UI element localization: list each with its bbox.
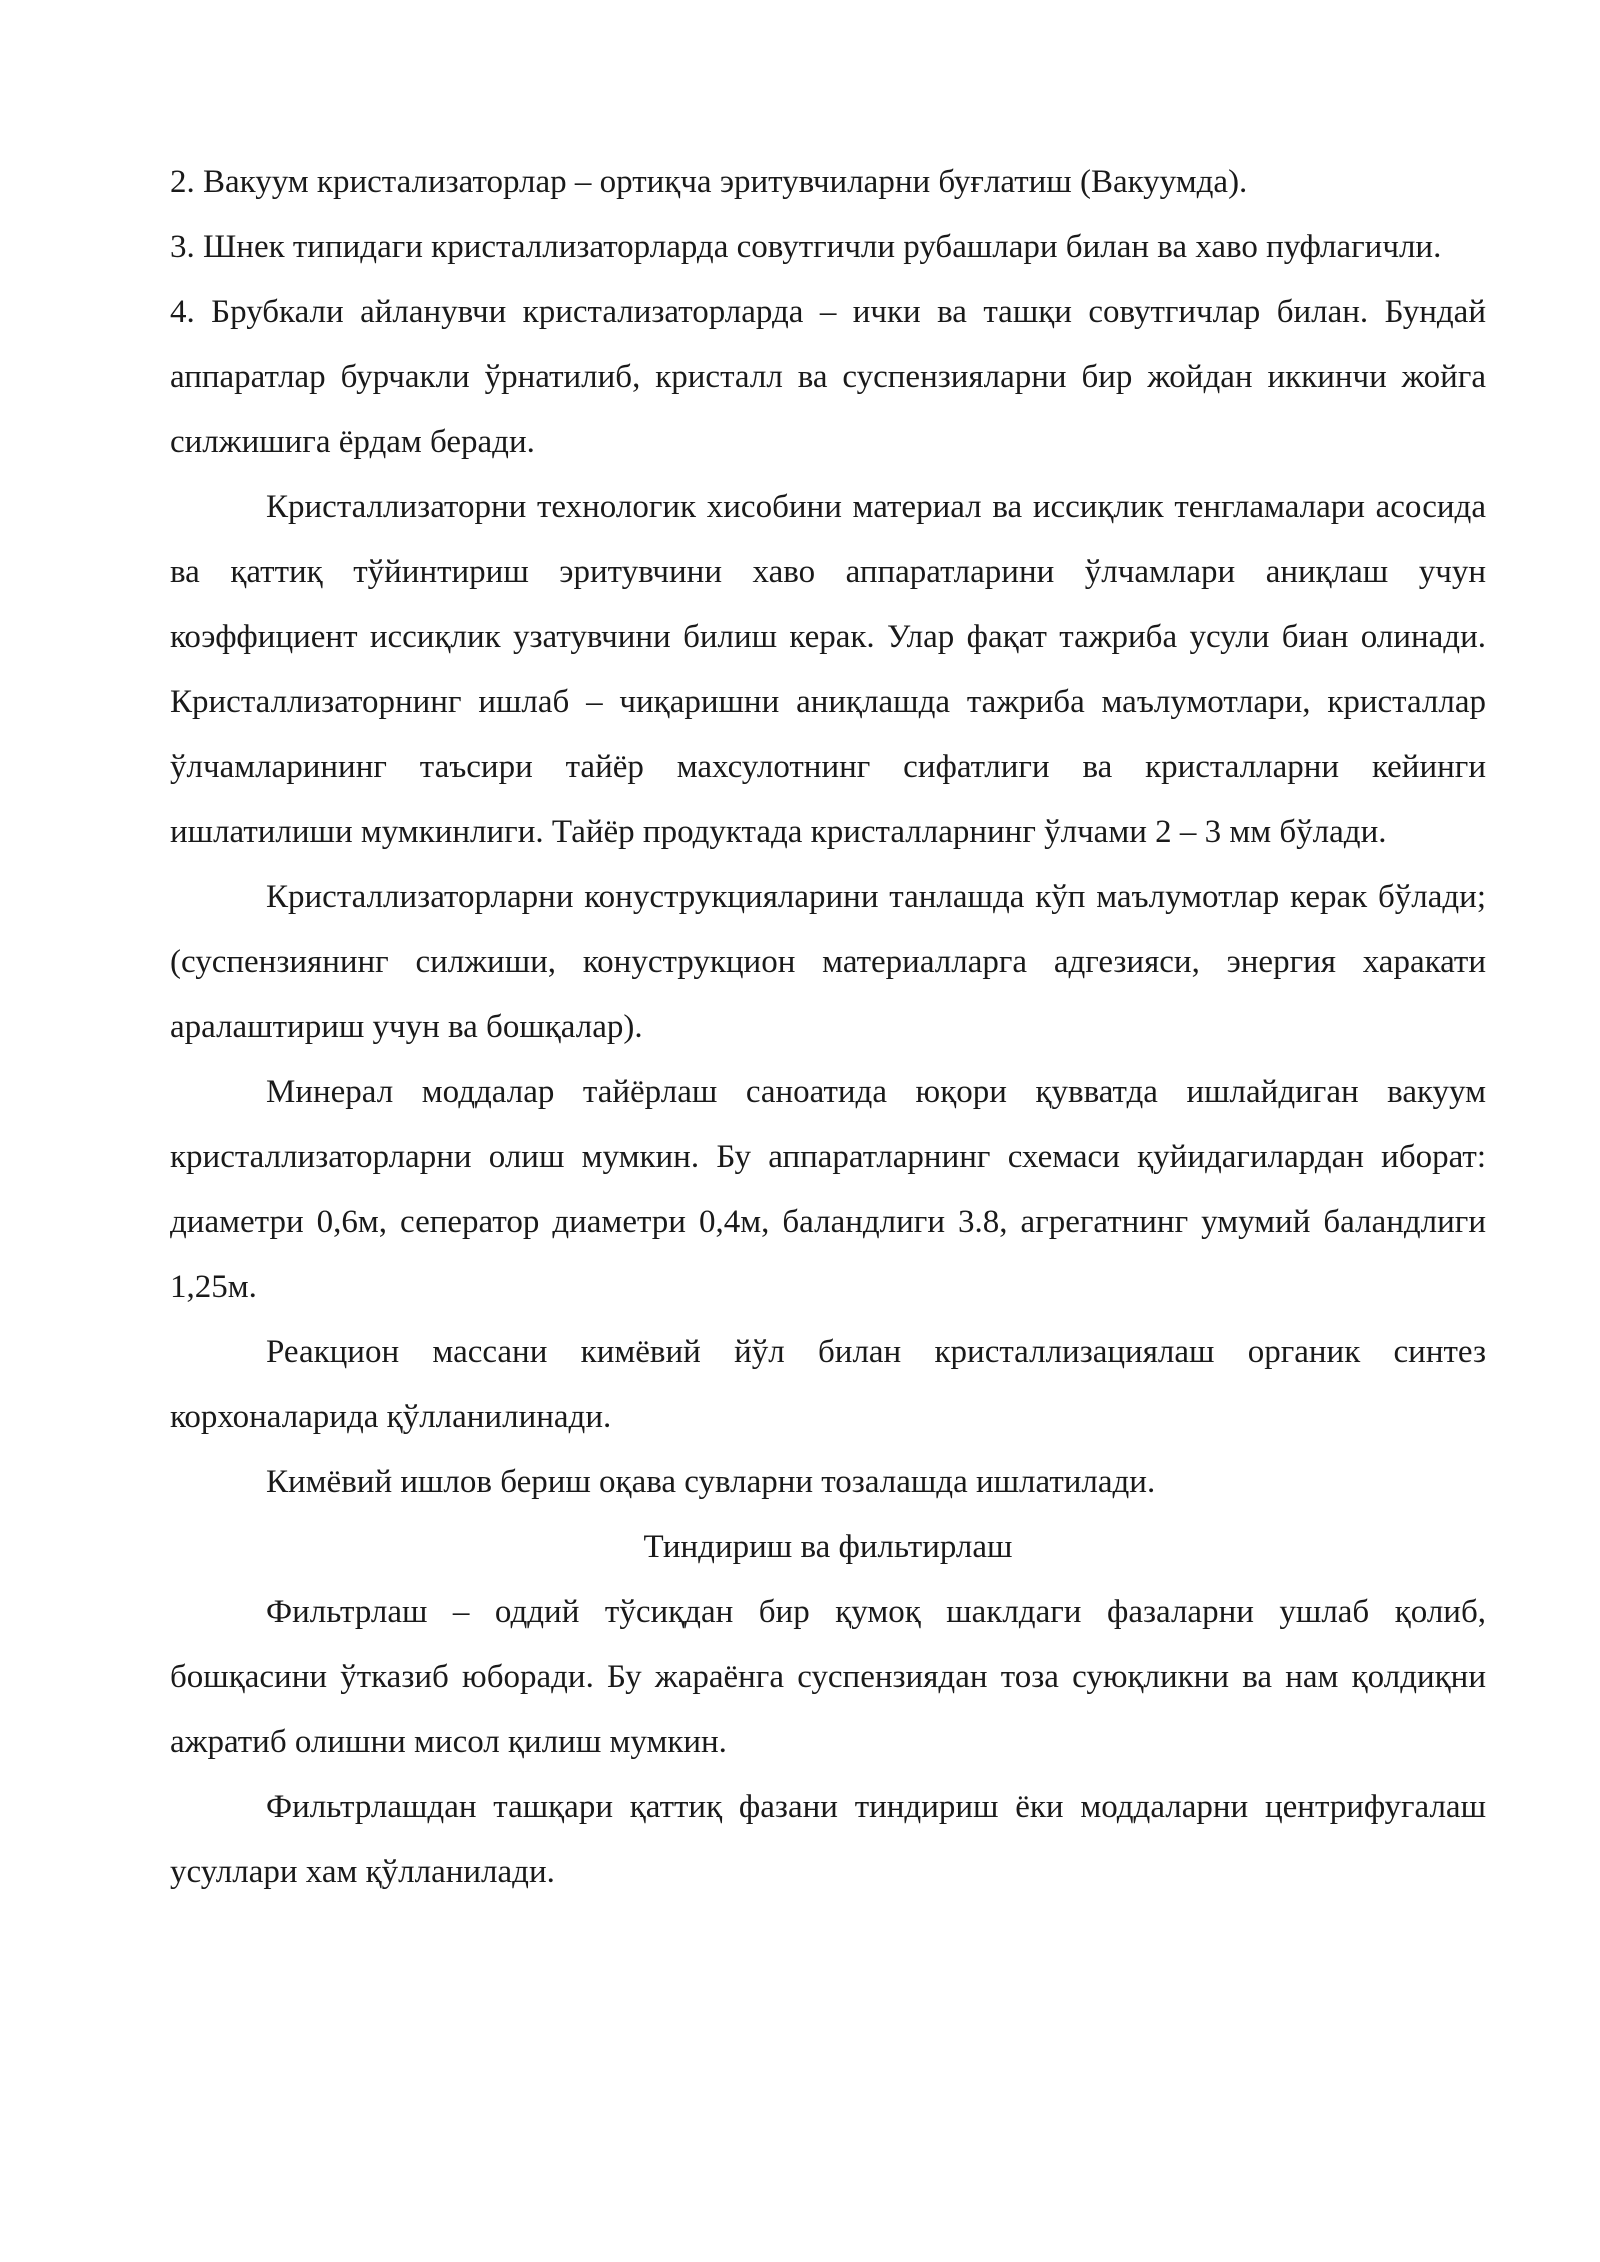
paragraph-technological-calculation: Кристаллизаторни технологик хисобини материал ва иссиқлик тенгламалари асосида ва қаттиқ тўйинтириш эритувчини хаво аппаратларини ўлчамлари аниқлаш учун коэффициент иссиқлик узатувчини билиш керак. Улар фақат тажриба усули биан олинади. Кристаллизаторнинг ишлаб – чиқаришни аниқлашда тажриба маълумотлари, кристаллар ўлчамларининг таъсири тайёр махсулотнинг сифатлиги ва кристалларни кейинги ишлатилиши мумкинлиги. Тайёр продуктада кристалларнинг ўлчами 2 – 3 мм бўлади. bbox=[170, 489, 1486, 850]
paragraph-chemical-treatment: Кимёвий ишлов бериш оқава сувларни тозалашда ишлатилади. bbox=[266, 1464, 1156, 1500]
paragraph-sedimentation-centrifugation: Фильтрлашдан ташқари қаттиқ фазани тиндириш ёки моддаларни центрифугалаш усуллари хам қўлланилади. bbox=[170, 1789, 1486, 1890]
paragraph-filtration: Фильтрлаш – оддий тўсиқдан бир қумоқ шаклдаги фазаларни ушлаб қолиб, бошқасини ўтказиб юборади. Бу жараёнга суспензиядан тоза суюқликни ва нам қолдиқни ажратиб олишни мисол қилиш мумкин. bbox=[170, 1594, 1486, 1760]
list-item-rotating-crystallizers: 4. Брубкали айланувчи кристализаторларда – ички ва ташқи совутгичлар билан. Бундай аппаратлар бурчакли ўрнатилиб, кристалл ва суспензияларни бир жойдан иккинчи жойга силжишига ёрдам беради. bbox=[170, 294, 1486, 460]
paragraph-reaction-mass: Реакцион массани кимёвий йўл билан кристаллизациялаш органик синтез корхоналарида қўлланилинади. bbox=[170, 1334, 1486, 1435]
paragraph-mineral-industry: Минерал моддалар тайёрлаш саноатида юқори қувватда ишлайдиган вакуум кристаллизаторларни олиш мумкин. Бу аппаратларнинг схемаси қуйидагилардан иборат: диаметри 0,6м, сеператор диаметри 0,4м, баландлиги 3.8, агрегатнинг умумий баландлиги 1,25м. bbox=[170, 1074, 1486, 1305]
list-item-screw-crystallizers: 3. Шнек типидаги кристаллизаторларда совутгичли рубашлари билан ва хаво пуфлагичли. bbox=[170, 229, 1442, 265]
list-item-vacuum-crystallizers: 2. Вакуум кристализаторлар – ортиқча эритувчиларни буғлатиш (Вакуумда). bbox=[170, 164, 1248, 200]
section-heading: Тиндириш ва фильтирлаш bbox=[643, 1529, 1013, 1565]
paragraph-construction-selection: Кристаллизаторларни конуструкцияларини танлашда кўп маълумотлар керак бўлади; (суспензиянинг силжиши, конуструкцион материалларга адгезияси, энергия харакати аралаштириш учун ва бошқалар). bbox=[170, 879, 1486, 1045]
body-text bbox=[170, 150, 1486, 1905]
